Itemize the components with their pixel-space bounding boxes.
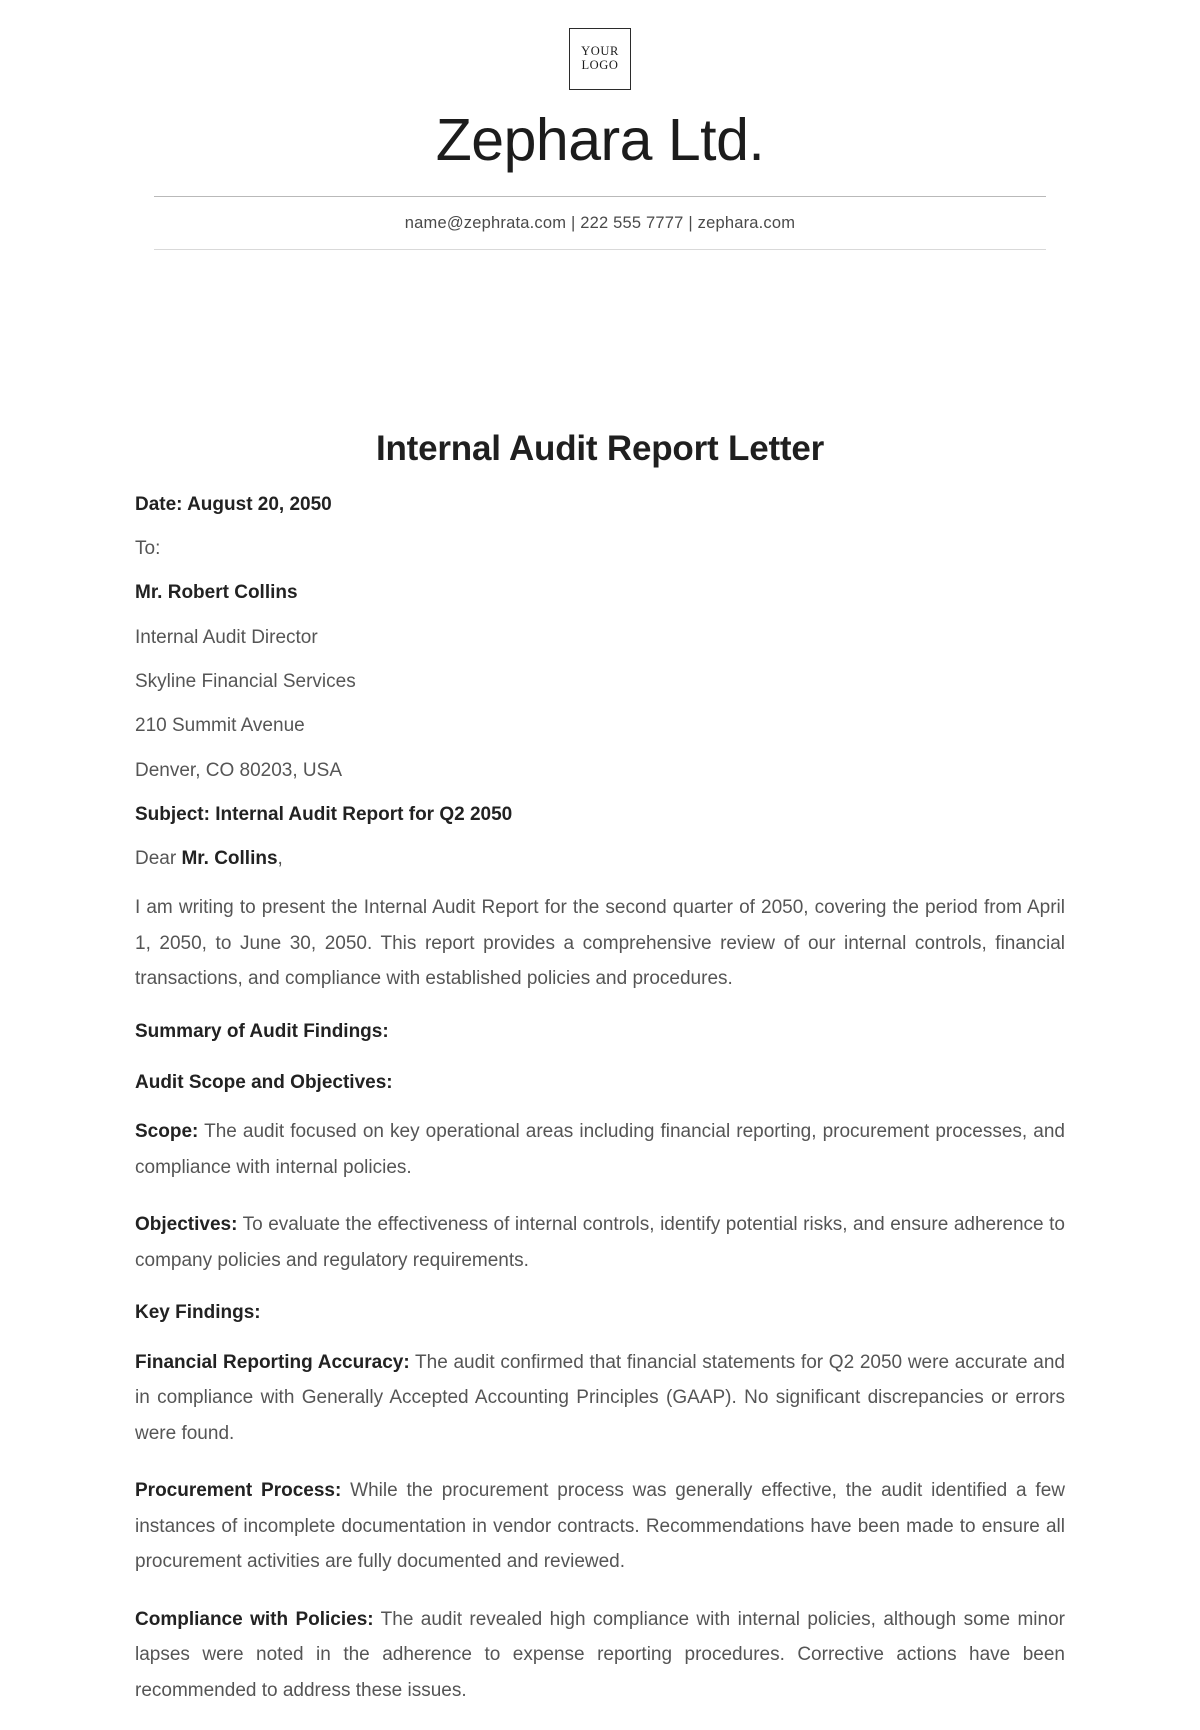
finding-text: The audit revealed high compliance with internal policies, although some minor lapses were noted in the adherence to expense reporting procedures. Corrective actions have been recommended to address these issues.: [135, 1608, 1065, 1701]
objectives-paragraph: [135, 1207, 1065, 1278]
logo-line-2: LOGO: [581, 58, 619, 72]
date-text: Date: August 20, 2050: [135, 493, 332, 515]
key-findings-heading: Key Findings:: [135, 1302, 261, 1324]
finding-procurement-process: [135, 1473, 1065, 1580]
scope-paragraph: [135, 1114, 1065, 1185]
salutation-name: Mr. Collins: [181, 848, 278, 870]
finding-financial-reporting-accuracy: [135, 1345, 1065, 1452]
date-line: [135, 492, 1065, 517]
finding-text: The audit confirmed that financial statements for Q2 2050 were accurate and in compliance with Generally Accepted Accounting Principles (GAAP). No significant discrepancies or errors were found.: [135, 1351, 1065, 1444]
recipient-name: [135, 580, 1065, 605]
finding-label: Compliance with Policies:: [135, 1608, 374, 1630]
contact-info-line: name@zephrata.com | 222 555 7777 | zephara.com: [404, 213, 796, 232]
subject-text: Subject: Internal Audit Report for Q2 2050: [135, 803, 513, 825]
letterhead-divider-top: [154, 196, 1046, 197]
recipient-name-text: Mr. Robert Collins: [135, 582, 298, 604]
objectives-label: Objectives:: [135, 1214, 238, 1236]
company-logo-placeholder: [569, 28, 631, 90]
letter-body: [135, 250, 1065, 1708]
logo-line-1: YOUR: [581, 44, 619, 59]
recipient-city-state-zip: Denver, CO 80203, USA: [135, 759, 342, 781]
intro-paragraph: I am writing to present the Internal Audit Report for the second quarter of 2050, covering the period from April 1, 2050, to June 30, 2050. This report provides a comprehensive review of our internal controls, financial transactions, and compliance with established policies and procedures.: [135, 897, 1065, 990]
to-label: To:: [135, 538, 161, 560]
recipient-street: 210 Summit Avenue: [135, 715, 305, 737]
summary-of-audit-findings-heading: Summary of Audit Findings:: [135, 1020, 389, 1042]
scope-label: Scope:: [135, 1121, 199, 1143]
recipient-job-title: Internal Audit Director: [135, 626, 318, 648]
finding-label: Financial Reporting Accuracy:: [135, 1351, 410, 1373]
salutation-comma: ,: [277, 848, 283, 870]
salutation: [135, 846, 1065, 871]
recipient-company: Skyline Financial Services: [135, 671, 356, 692]
audit-scope-objectives-heading: Audit Scope and Objectives:: [135, 1072, 393, 1094]
page-title: Internal Audit Report Letter: [375, 428, 825, 468]
finding-compliance-with-policies: [135, 1602, 1065, 1709]
finding-text: While the procurement process was generally effective, the audit identified a few instances of incomplete documentation in vendor contracts. Recommendations have been made to ensure all procurement activities are fully documented and reviewed.: [135, 1480, 1065, 1573]
objectives-text: To evaluate the effectiveness of internal controls, identify potential risks, and ensure adherence to company policies and regulatory requirements.: [135, 1214, 1065, 1271]
finding-label: Procurement Process:: [135, 1480, 342, 1502]
subject-line: [135, 802, 1065, 827]
company-name: Zephara Ltd.: [435, 107, 765, 173]
salutation-greeting: Dear: [135, 848, 182, 870]
scope-text: The audit focused on key operational areas including financial reporting, procurement processes, and compliance with internal policies.: [135, 1121, 1065, 1178]
letterhead: [0, 0, 1200, 250]
